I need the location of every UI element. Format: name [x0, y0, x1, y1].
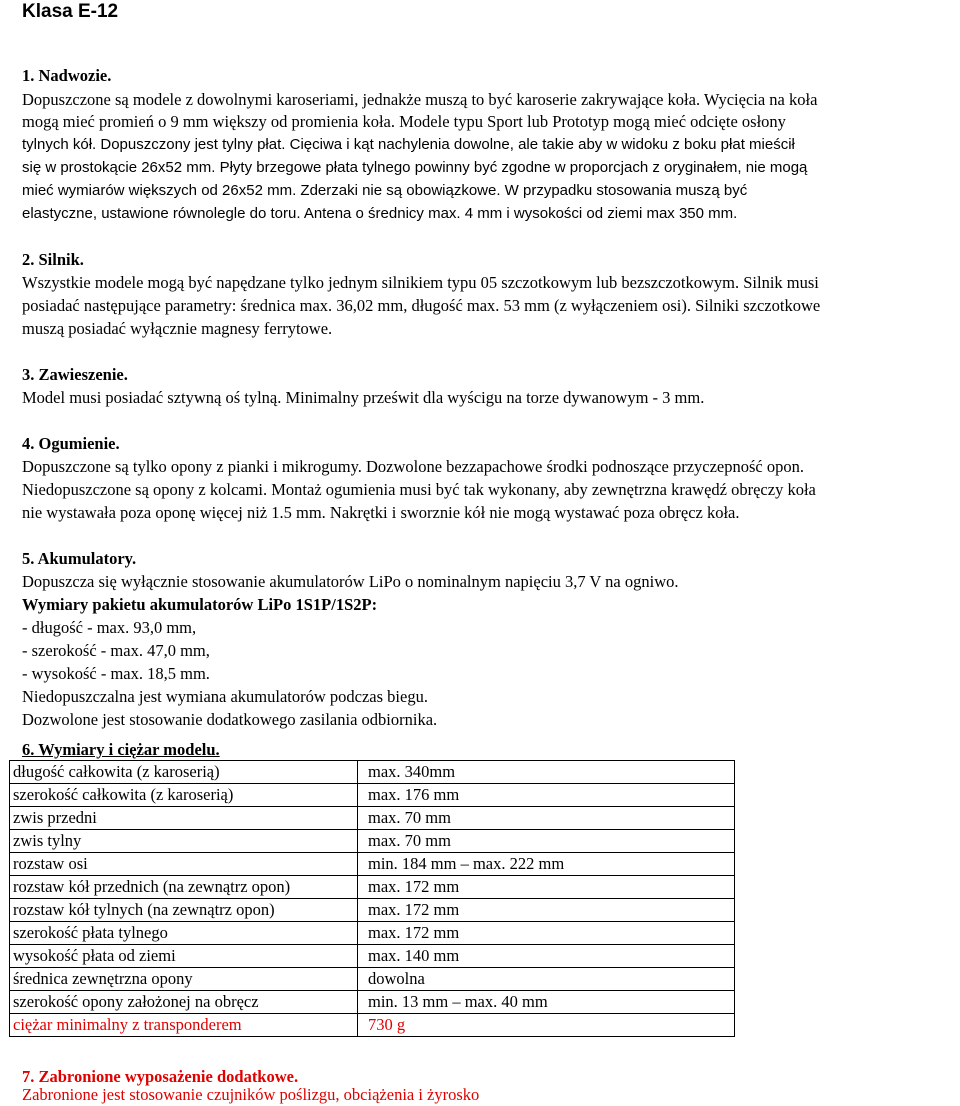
dimension-label: zwis przedni	[10, 807, 358, 830]
dimension-value: max. 176 mm	[358, 784, 735, 807]
page-title: Klasa E-12	[22, 1, 119, 22]
section-5-subheading: Wymiary pakietu akumulatorów LiPo 1S1P/1S2P:	[22, 595, 378, 614]
dimension-label: szerokość całkowita (z karoserią)	[10, 784, 358, 807]
dimension-value: min. 184 mm – max. 222 mm	[358, 853, 735, 876]
section-3-heading: 3. Zawieszenie.	[22, 365, 128, 384]
dimension-label: szerokość płata tylnego	[10, 922, 358, 945]
dimension-label: średnica zewnętrzna opony	[10, 968, 358, 991]
dimension-label: rozstaw kół przednich (na zewnątrz opon)	[10, 876, 358, 899]
table-row	[10, 968, 735, 991]
section-6-heading: 6. Wymiary i ciężar modelu.	[22, 740, 220, 759]
section-2-heading: 2. Silnik.	[22, 250, 84, 269]
section-5-intro: Dopuszcza się wyłącznie stosowanie akumulatorów LiPo o nominalnym napięciu 3,7 V na ogniwo.	[22, 572, 679, 591]
section-4-line: nie wystawała poza oponę więcej niż 1.5 mm. Nakrętki i sworznie kół nie mogą wystawać poza obręcz koła.	[22, 503, 740, 522]
table-row	[10, 991, 735, 1014]
dimension-value: max. 172 mm	[358, 876, 735, 899]
section-1-line: mogą mieć promień o 9 mm większy od promienia koła. Modele typu Sport lub Prototyp mogą mieć odcięte osłony	[22, 112, 786, 131]
section-1-heading: 1. Nadwozie.	[22, 66, 112, 85]
table-row	[10, 945, 735, 968]
battery-length: - długość - max. 93,0 mm,	[22, 618, 197, 637]
dimension-value: min. 13 mm – max. 40 mm	[358, 991, 735, 1014]
section-7-heading: 7. Zabronione wyposażenie dodatkowe.	[22, 1067, 299, 1086]
section-2-line: muszą posiadać wyłącznie magnesy ferrytowe.	[22, 319, 333, 338]
dimension-label: wysokość płata od ziemi	[10, 945, 358, 968]
section-2-line: posiadać następujące parametry: średnica max. 36,02 mm, długość max. 53 mm (z wyłączeniem osi). Silniki szczotkowe	[22, 296, 821, 315]
table-row	[10, 853, 735, 876]
table-row	[10, 807, 735, 830]
section-1-line: się w prostokącie 26x52 mm. Płyty brzegowe płata tylnego powinny być zgodne w proporcjach z oryginałem, nie mogą	[22, 159, 808, 176]
section-1-line: mieć wymiarów większych od 26x52 mm. Zderzaki nie są obowiązkowe. W przypadku stosowania muszą być	[22, 182, 748, 199]
table-row	[10, 761, 735, 784]
table-row	[10, 899, 735, 922]
section-1-line: tylnych kół. Dopuszczony jest tylny płat. Cięciwa i kąt nachylenia dowolne, ale takie aby w widoku z boku płat mieścił	[22, 136, 795, 153]
dimension-value: max. 140 mm	[358, 945, 735, 968]
dimension-value: max. 172 mm	[358, 922, 735, 945]
dimension-label: rozstaw osi	[10, 853, 358, 876]
section-1-line: Dopuszczone są modele z dowolnymi karoseriami, jednakże muszą to być karoserie zakrywające koła. Wycięcia na koła	[22, 90, 818, 109]
battery-height: - wysokość - max. 18,5 mm.	[22, 664, 210, 683]
section-4-line: Dopuszczone są tylko opony z pianki i mikrogumy. Dozwolone bezzapachowe środki podnoszące przyczepność opon.	[22, 457, 804, 476]
table-row	[10, 922, 735, 945]
dimension-label: zwis tylny	[10, 830, 358, 853]
section-5-heading: 5. Akumulatory.	[22, 549, 137, 568]
dimension-label: ciężar minimalny z transponderem	[10, 1014, 358, 1037]
dimension-value: max. 70 mm	[358, 807, 735, 830]
table-row	[10, 876, 735, 899]
dimension-value: max. 340mm	[358, 761, 735, 784]
dimension-value: dowolna	[358, 968, 735, 991]
table-row	[10, 830, 735, 853]
dimensions-table	[9, 760, 735, 1037]
section-4-heading: 4. Ogumienie.	[22, 434, 120, 453]
section-3-line: Model musi posiadać sztywną oś tylną. Minimalny prześwit dla wyścigu na torze dywanowym - 3 mm.	[22, 388, 705, 407]
dimension-value: max. 70 mm	[358, 830, 735, 853]
dimension-value: max. 172 mm	[358, 899, 735, 922]
battery-width: - szerokość - max. 47,0 mm,	[22, 641, 210, 660]
section-5-line: Dozwolone jest stosowanie dodatkowego zasilania odbiornika.	[22, 710, 438, 729]
section-4-line: Niedopuszczone są opony z kolcami. Montaż ogumienia musi być tak wykonany, aby zewnętrzna krawędź obręczy koła	[22, 480, 816, 499]
dimension-label: rozstaw kół tylnych (na zewnątrz opon)	[10, 899, 358, 922]
section-5-line: Niedopuszczalna jest wymiana akumulatorów podczas biegu.	[22, 687, 428, 706]
section-2-line: Wszystkie modele mogą być napędzane tylko jednym silnikiem typu 05 szczotkowym lub bezszczotkowym. Silnik musi	[22, 273, 819, 292]
table-row	[10, 1014, 735, 1037]
section-1-line: elastyczne, ustawione równolegle do toru. Antena o średnicy max. 4 mm i wysokości od ziemi max 350 mm.	[22, 205, 738, 222]
section-7-line: Zabronione jest stosowanie czujników poślizgu, obciążenia i żyrosko	[22, 1085, 480, 1104]
dimension-label: szerokość opony założonej na obręcz	[10, 991, 358, 1014]
table-row	[10, 784, 735, 807]
dimension-value: 730 g	[358, 1014, 735, 1037]
dimension-label: długość całkowita (z karoserią)	[10, 761, 358, 784]
